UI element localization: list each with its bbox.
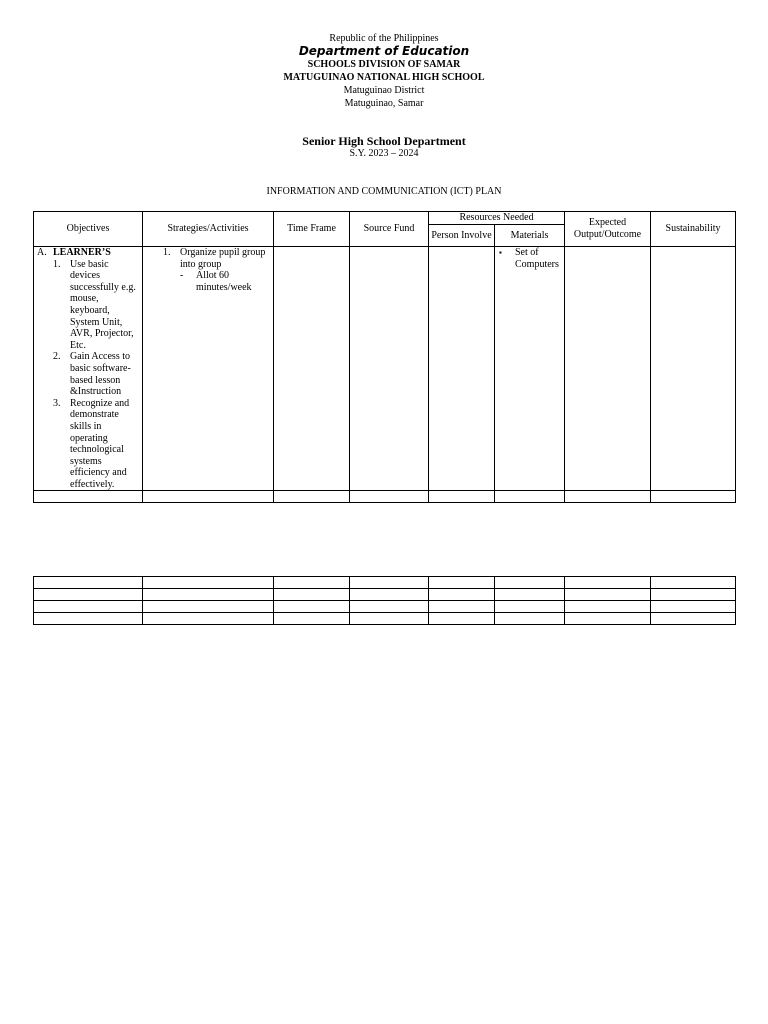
ict-plan-table	[33, 211, 736, 503]
header-strategies: Strategies/Activities	[143, 212, 274, 247]
materials-cell	[495, 247, 565, 491]
list-item	[53, 351, 142, 397]
shs-department: Senior High School Department	[302, 134, 466, 148]
plan-title: INFORMATION AND COMMUNICATION (ICT) PLAN	[266, 186, 502, 197]
header-resources-needed: Resources Needed	[429, 212, 565, 225]
sustainability-cell	[651, 247, 736, 491]
person-involve-cell	[429, 247, 495, 491]
list-number: 1.	[53, 258, 61, 270]
strategy-text: Organize pupil group into group	[180, 247, 266, 270]
header-expected-output: Expected Output/Outcome	[565, 212, 651, 247]
address-line: Matuguinao, Samar	[344, 98, 424, 109]
division-line: SCHOOLS DIVISION OF SAMAR	[307, 59, 461, 70]
header-materials: Materials	[495, 224, 565, 246]
school-line: MATUGUINAO NATIONAL HIGH SCHOOL	[283, 72, 485, 83]
list-item	[53, 398, 142, 491]
department-line: Department of Education	[298, 44, 470, 58]
document-header	[0, 32, 768, 110]
table-row	[34, 247, 736, 491]
objectives-cell	[34, 247, 143, 491]
list-number: 2.	[53, 351, 61, 363]
header-objectives: Objectives	[34, 212, 143, 247]
strategy-sub-dash: -	[180, 270, 184, 282]
objective-list	[53, 259, 142, 491]
objective-letter: A.	[37, 247, 47, 258]
list-text: Recognize and demonstrate skills in operating technological systems efficiency and effectively.	[70, 397, 130, 490]
list-text: Gain Access to basic software-based lesson &Instruction	[70, 351, 131, 398]
list-number: 3.	[53, 397, 61, 409]
table-row	[34, 589, 736, 601]
material-text: Set of Computers	[515, 247, 559, 270]
strategy-sub-text: Allot 60 minutes/week	[196, 270, 252, 293]
table-row	[34, 613, 736, 625]
strategies-cell	[143, 247, 274, 491]
header-source-fund: Source Fund	[350, 212, 429, 247]
continuation-table	[33, 576, 736, 625]
republic-line: Republic of the Philippines	[329, 33, 439, 44]
source-fund-cell	[350, 247, 429, 491]
header-sustainability: Sustainability	[651, 212, 736, 247]
sub-header	[0, 134, 768, 160]
district-line: Matuguinao District	[343, 85, 425, 96]
header-person-involve: Person Involve	[429, 224, 495, 246]
table-row	[34, 601, 736, 613]
expected-output-cell	[565, 247, 651, 491]
header-time-frame: Time Frame	[274, 212, 350, 247]
list-item	[53, 259, 142, 352]
objective-heading: LEARNER’S	[53, 247, 111, 258]
bullet-icon: ▪	[499, 248, 502, 257]
table-row	[34, 577, 736, 589]
list-text: Use basic devices successfully e.g. mouse, keyboard, System Unit, AVR, Projector, Etc.	[70, 258, 136, 351]
strategy-number: 1.	[163, 247, 171, 258]
time-frame-cell	[274, 247, 350, 491]
table-row	[34, 491, 736, 503]
school-year: S.Y. 2023 – 2024	[349, 148, 419, 159]
